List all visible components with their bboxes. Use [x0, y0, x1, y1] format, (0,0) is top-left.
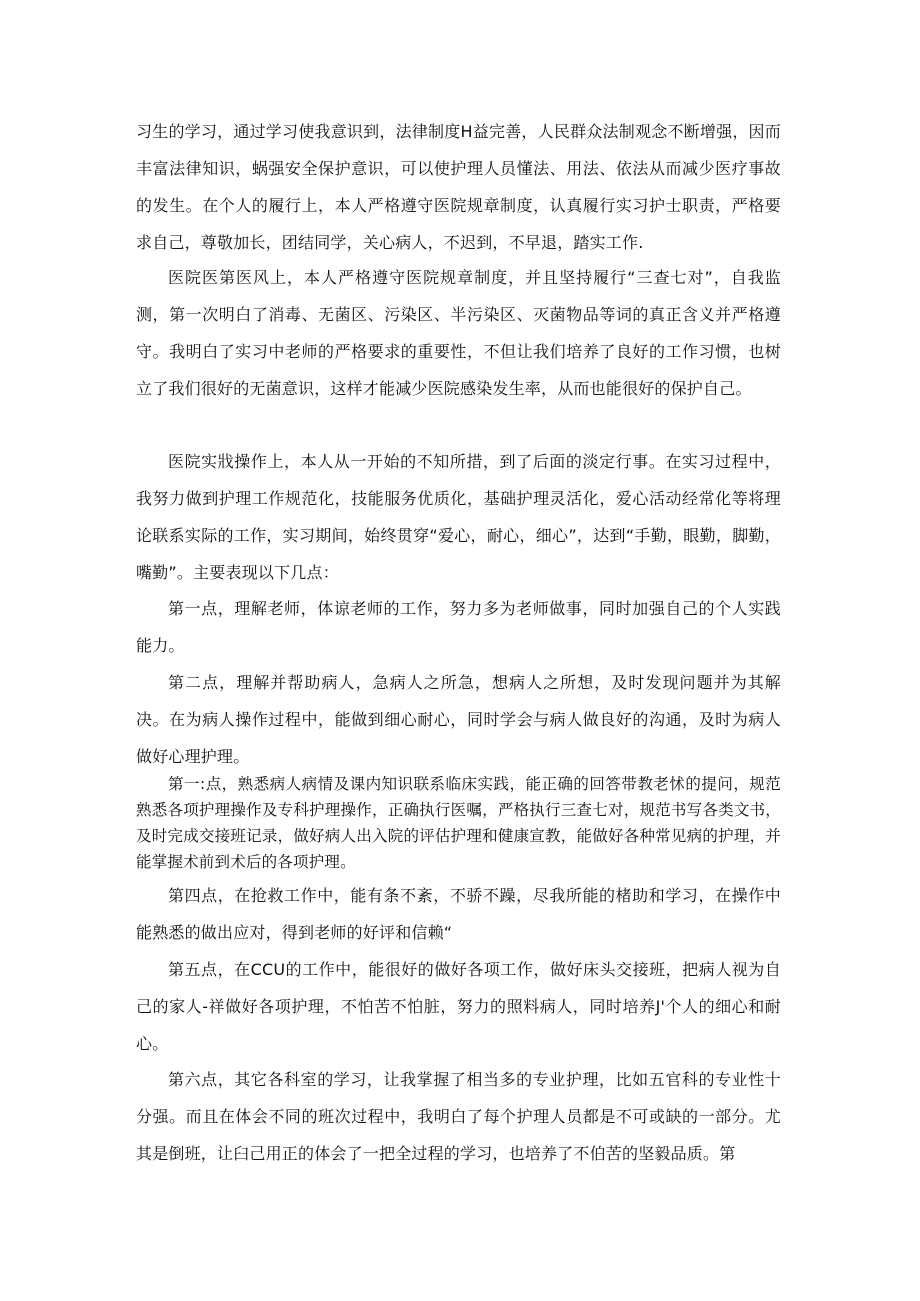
paragraph-6: 第一:点，熟悉病人病情及课内知识联系临床实践，能正确的回答带教老怵的提问，规范熟悉各项护理操作及专科护理操作，正确执行医嘱，严格执行三查七对，规范书写各类文书，及时完成交接班记录，做好病人出入院的评估护理和健康宣教，能做好各种常见病的护理，并能掌握术前到术后的各项护理。	[136, 775, 781, 871]
paragraph-9: 第六点，其它各科室的学习，让我掌握了相当多的专业护理，比如五官科的专业性十分强。而且在体会不同的班次过程中，我明白了每个护理人员都是不可或缺的一部分。尤其是倒班，让臼己用正的体会了一把全过程的学习，也培养了不伯苦的坚毅品质。第	[136, 1070, 781, 1163]
paragraph-3: 医院实戕操作上，本人从一开始的不知所措，到了后面的淡定行事。在实习过程中，我努力做到护理工作规范化，技能服务优质化，基础护理灵活化，爱心活动经常化等将理论联系实际的工作，实习期间，始终贯穿“爱心，耐心，细心”，达到“手勤，眼勤，脚勤，嘴勤”。主要表现以下几点：	[136, 452, 781, 582]
paragraph-5: 第二点，理解并帮助病人，急病人之所急，想病人之所想，及时发现问题并为其解决。在为病人操作过程中，能做到细心耐心，同时学会与病人做良好的沟通，及时为病人做好心理护理。	[136, 673, 781, 766]
paragraph-1: 习生的学习，通过学习使我意识到，法律制度H益完善，人民群众法制观念不断增强，因而丰富法律知识，蜗强安全保护意识，可以使护理人员懂法、用法、依法从而减少医疗事故的发生。在个人的履行上，本人严格遵守医院规章制度，认真履行实习护士职责，严格要求自己，尊敬加长，团结同学，关心病人，不迟到，不早退，踏实工作.	[136, 122, 781, 252]
paragraph-7: 第四点，在抢救工作中，能有条不紊，不骄不躁，尽我所能的楮助和学习，在操作中能熟悉的做出应对，得到老师的好评和信赖“	[136, 886, 781, 942]
paragraph-4: 第一点，理解老师，体谅老师的工作，努力多为老师做事，同时加强自己的个人实践能力。	[136, 599, 781, 655]
paragraph-8: 第五点，在CCU的工作中，能很好的做好各项工作，做好床头交接班，把病人视为自己的家人-祥做好各项护理，不怕苦不怕脏，努力的照料病人，同时培养J'个人的细心和耐心。	[136, 960, 781, 1053]
paragraph-2: 医院医第医风上，本人严格遵守医院规章制度，并且坚持履行“三查七对”，自我监测，第一次明白了消毒、无菌区、污染区、半污染区、灭菌物品等词的真正含义并严格遵守。我明白了实习中老师的严格要求的重要性，不但让我们培养了良好的工作习惯，也树立了我们很好的无菌意识，这样才能减少医院感染发生率，从而也能很好的保护自己。	[136, 268, 781, 398]
